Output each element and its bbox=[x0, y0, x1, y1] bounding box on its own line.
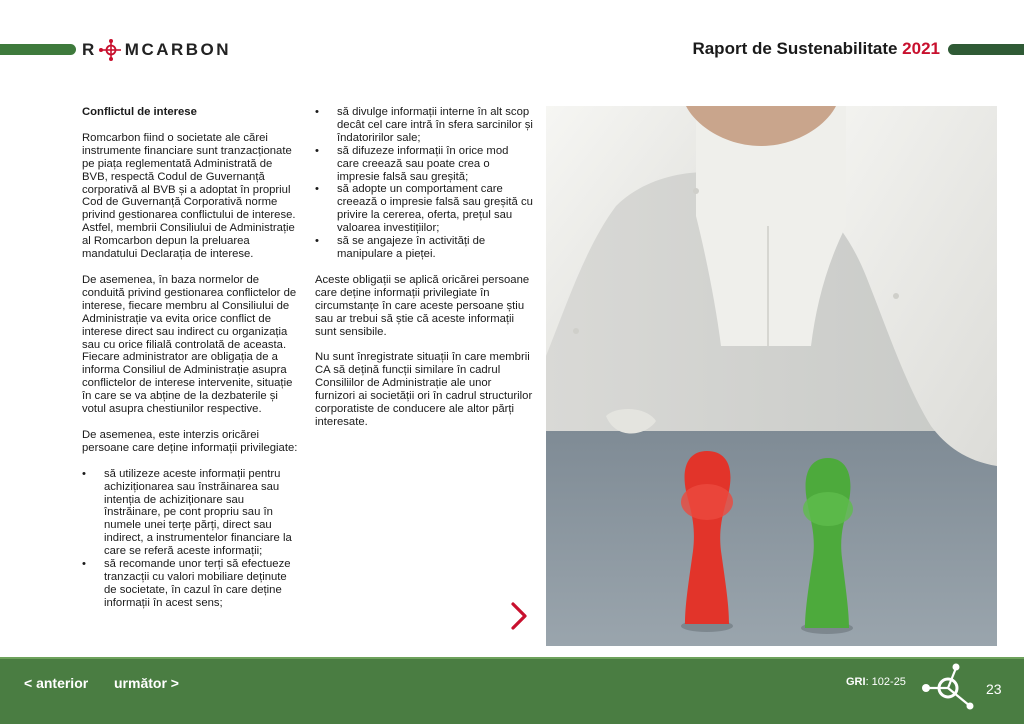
header-accent-bar-left bbox=[0, 44, 76, 55]
paragraph: Romcarbon fiind o societate ale cărei instrumente financiare sunt tranzacționate pe piața reglementată Administrată de BVB, respectă Codul de Guvernanță corporativă al BVB și a adoptat în propriul Cod de Guvernanță Corporativă norme privind gestionarea conflictului de interese. Astfel, membrii Consiliului de Administrație al Romcarbon depun la preluarea mandatului Declarația de interese. bbox=[82, 131, 296, 261]
next-page-arrow-icon[interactable] bbox=[509, 601, 529, 631]
bullet-list bbox=[82, 468, 300, 610]
previous-page-link[interactable]: < anterior bbox=[24, 675, 89, 691]
gri-label: GRI bbox=[846, 676, 866, 688]
footer-divider bbox=[0, 657, 1024, 659]
list-item: • să utilizeze aceste informații pentru achiziționarea sau înstrăinarea sau intenția de achiziționare sau înstrăinare, pe cont propriu sau în numele unei terțe părți, direct sau indirect, a instrumentelor financiare la care se referă aceste informații; bbox=[82, 468, 300, 558]
paragraph: Nu sunt înregistrate situații în care membrii CA să dețină funcții similare în cadrul Consiliilor de Administrație ale unor furnizori ai societății ori în cadrul structurilor corporatiste de conducere ale altor părți interesate. bbox=[315, 351, 533, 428]
molecule-icon bbox=[918, 660, 980, 716]
header-accent-bar-right bbox=[948, 44, 1024, 55]
page-number: 23 bbox=[986, 681, 1002, 697]
text-column-middle bbox=[315, 106, 533, 442]
report-title-text: Raport de Sustenabilitate bbox=[692, 39, 898, 58]
bullet-list bbox=[315, 106, 533, 261]
conflict-of-interest-photo bbox=[546, 106, 997, 646]
logo-wordmark: MCARBON bbox=[124, 40, 232, 59]
list-item: • să difuzeze informații în orice mod care creează sau poate crea o impresie falsă sau greșită; bbox=[315, 145, 533, 184]
next-page-link[interactable]: următor > bbox=[114, 675, 179, 691]
list-item: • să divulge informații interne în alt scop decât cel care intră în sfera sarcinilor și îndatoririlor sale; bbox=[315, 106, 533, 145]
paragraph: Aceste obligații se aplică oricărei persoane care deține informații privilegiate în circumstanțe în care aceste persoane știu sau ar trebui să știe că aceste informații sunt sensibile. bbox=[315, 273, 530, 338]
list-item: • să recomande unor terți să efectueze tranzacții cu valori mobiliare deținute de societate, în cazul în care deține informații în acest sens; bbox=[82, 558, 300, 610]
romcarbon-logo bbox=[82, 38, 231, 62]
report-title bbox=[692, 39, 940, 59]
report-year: 2021 bbox=[902, 39, 940, 58]
section-heading: Conflictul de interese bbox=[82, 106, 197, 118]
list-item: • să adopte un comportament care creează o impresie falsă sau greșită cu privire la cererea, oferta, prețul sau valoarea investițiilor; bbox=[315, 183, 533, 235]
molecule-icon bbox=[98, 38, 124, 62]
gri-code: : 102-25 bbox=[865, 676, 906, 688]
logo-letter-r: R bbox=[82, 40, 97, 59]
paragraph: De asemenea, în baza normelor de conduită privind gestionarea conflictelor de interese, fiecare membru al Consiliului de Administrație va evita orice conflict de interese direct sau indirect cu organizația sau cu orice filială controlată de aceasta. Fiecare administrator are obligația de a informa Consiliul de Administrație asupra conflictelor de interese intervenite, situație în care se va abține de la dezbaterile și votul asupra chestiunilor respective. bbox=[82, 273, 297, 416]
gri-reference bbox=[846, 676, 906, 688]
text-column-left bbox=[82, 106, 300, 623]
paragraph: De asemenea, este interzis oricărei persoane care deține informații privilegiate: bbox=[82, 428, 298, 454]
list-item: • să se angajeze în activități de manipulare a pieței. bbox=[315, 235, 533, 261]
